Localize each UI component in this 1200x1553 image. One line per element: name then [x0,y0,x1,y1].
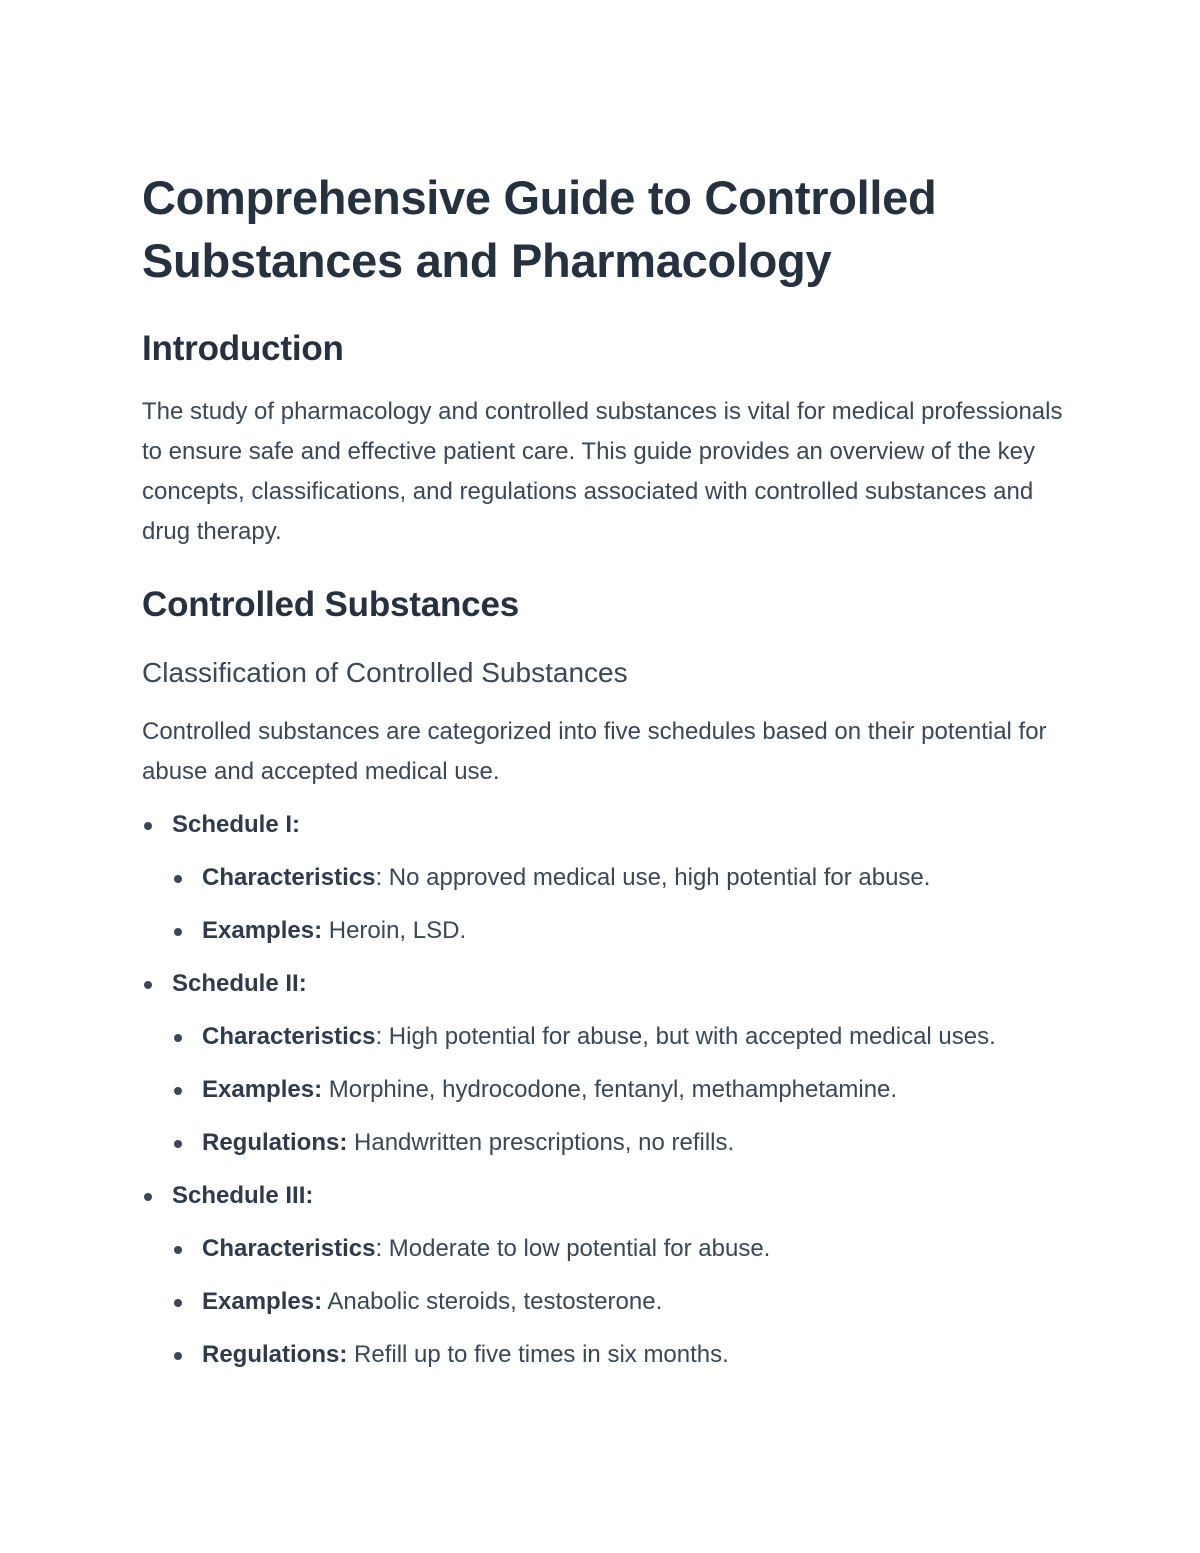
detail-item [172,1229,1070,1269]
detail-item [172,1123,1070,1163]
detail-text: Anabolic steroids, testosterone. [322,1288,663,1315]
detail-text: Refill up to five times in six months. [347,1341,729,1368]
bullet-icon [144,981,152,989]
detail-label: Characteristics [202,864,376,891]
detail-item [172,1070,1070,1110]
bullet-icon [174,1299,182,1307]
schedule-item [142,964,1070,1163]
schedule-details [172,1017,1070,1163]
classification-paragraph: Controlled substances are categorized into five schedules based on their potential for abuse and accepted medical use. [142,718,1047,785]
bullet-icon [174,1246,182,1254]
schedule-details [172,858,1070,951]
document-title: Comprehensive Guide to Controlled Substances and Pharmacology [142,171,937,287]
detail-text: : Moderate to low potential for abuse. [375,1235,771,1262]
bullet-icon [144,1193,152,1201]
schedule-details [172,1229,1070,1375]
schedule-label: Schedule II: [172,970,307,997]
bullet-icon [174,1087,182,1095]
detail-text: Handwritten prescriptions, no refills. [347,1129,735,1156]
controlled-substances-heading: Controlled Substances [142,585,519,624]
intro-heading: Introduction [142,329,344,368]
bullet-icon [174,1140,182,1148]
schedule-label: Schedule III: [172,1182,314,1209]
detail-item [172,1282,1070,1322]
detail-text: Heroin, LSD. [322,917,467,944]
schedule-label: Schedule I: [172,811,301,838]
bullet-icon [144,822,152,830]
detail-label: Examples: [202,1288,323,1315]
detail-label: Characteristics [202,1235,376,1262]
schedule-item [142,805,1070,951]
detail-item [172,1017,1070,1057]
classification-subheading: Classification of Controlled Substances [142,657,628,688]
detail-label: Regulations: [202,1129,348,1156]
intro-paragraph: The study of pharmacology and controlled substances is vital for medical professionals to ensure safe and effective patient care. This guide provides an overview of the key concepts, classifications, and regulations associated with controlled substances and drug therapy. [142,398,1063,545]
schedule-list [142,805,1070,1375]
detail-text: : No approved medical use, high potential for abuse. [375,864,931,891]
detail-item [172,911,1070,951]
detail-text: : High potential for abuse, but with accepted medical uses. [375,1023,996,1050]
detail-label: Regulations: [202,1341,348,1368]
bullet-icon [174,875,182,883]
bullet-icon [174,928,182,936]
detail-item [172,858,1070,898]
detail-text: Morphine, hydrocodone, fentanyl, methamphetamine. [322,1076,898,1103]
bullet-icon [174,1034,182,1042]
detail-item [172,1335,1070,1375]
detail-label: Characteristics [202,1023,376,1050]
detail-label: Examples: [202,1076,323,1103]
bullet-icon [174,1352,182,1360]
schedule-item [142,1176,1070,1375]
detail-label: Examples: [202,917,323,944]
